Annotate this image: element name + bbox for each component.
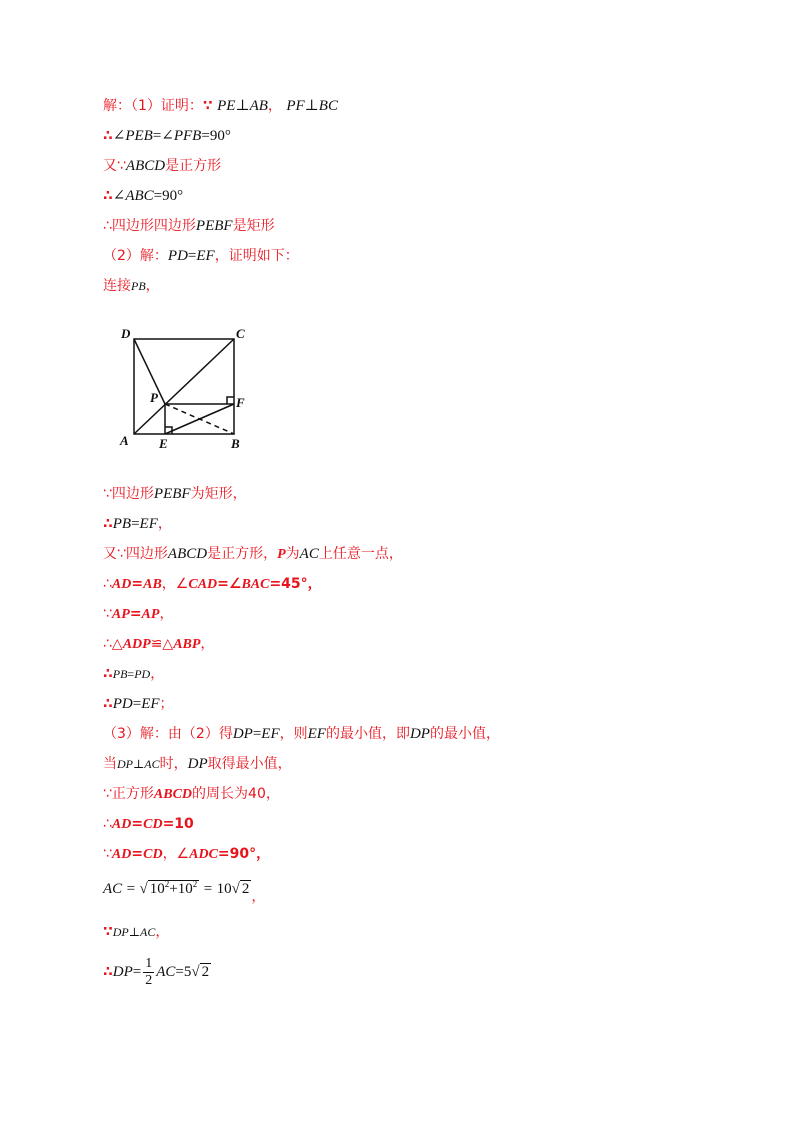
sqrt-sign-2: √ (231, 881, 240, 897)
line-6: （2）解：PD=EF，证明如下： (103, 248, 299, 264)
line-3: 又∵ABCD是正方形 (103, 158, 222, 174)
line-16: （3）解：由（2）得DP=EF，则EF的最小值，即DP的最小值， (103, 726, 500, 742)
line-8: ∵四边形PEBF为矩形， (103, 486, 247, 502)
sqrt-radicand: $10^2+10^2$ (149, 879, 198, 897)
line-5: ∴四边形四边形PEBF是矩形 (103, 218, 275, 234)
sqrt-sign: √ (139, 881, 148, 897)
line-1: 解：（1）证明：∵ PE⊥AB， PF⊥BC (103, 98, 338, 114)
line-7: 连接PB， (103, 278, 160, 294)
right-angle-f (227, 397, 234, 404)
line-23: ∴DP= $\frac{1}{2}$ AC=5√ 2 (103, 955, 210, 988)
label-b: B (231, 436, 240, 451)
label-e: E (159, 436, 168, 451)
label-a: A (120, 433, 129, 448)
diagonal-ac (134, 339, 234, 434)
line-10: 又∵四边形ABCD是正方形，P为AC上任意一点， (103, 546, 403, 562)
line-18: ∵正方形ABCD的周长为40， (103, 786, 280, 802)
line-19: ∴AD=CD=10 (103, 816, 194, 832)
label-c: C (236, 326, 245, 341)
line-21: AC = √ $10^2+10^2 = 10√$ 2 ， (103, 879, 266, 905)
sqrt-sign-3: √ (191, 964, 200, 980)
line-12: ∵AP=AP， (103, 606, 174, 622)
line-14: ∴PB=PD， (103, 666, 165, 682)
fraction-one-half: $\frac{1}{2}$ (145, 955, 153, 988)
line-15: ∴PD=EF； (103, 696, 174, 712)
label-p: P (150, 390, 158, 405)
line-9: ∴PB=EF， (103, 516, 172, 532)
line-22: ∵DP⊥AC， (103, 924, 170, 940)
label-f: F (236, 395, 245, 410)
label-d: D (121, 326, 131, 341)
line-11: ∴AD=AB，∠CAD=∠BAC=45°， (103, 576, 322, 592)
line-17: 当DP⊥AC时，DP取得最小值， (103, 756, 292, 772)
square-geometry-figure (118, 322, 258, 454)
line-13: ∴△ADP≌△ABP， (103, 636, 215, 652)
line-20: ∵AD=CD，∠ADC=90°， (103, 846, 271, 862)
line-2: ∴∠PEB=∠PFB=90° (103, 128, 231, 144)
line-4: ∴∠ABC=90° (103, 188, 184, 204)
